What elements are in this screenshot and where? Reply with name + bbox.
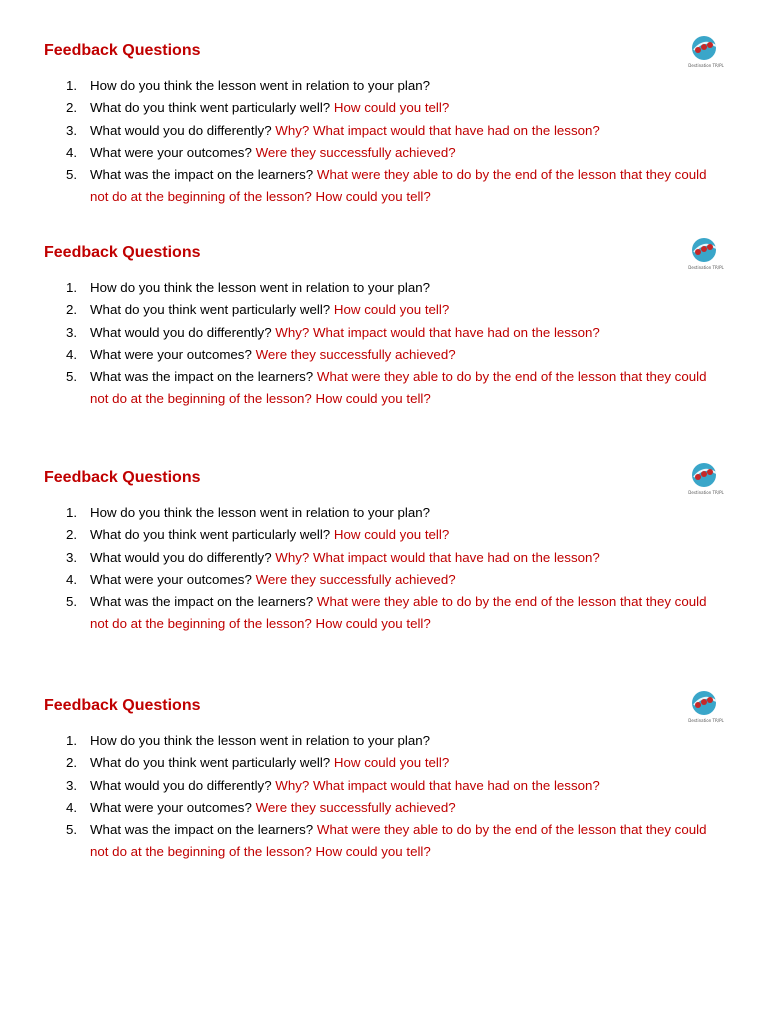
logo-caption: Destination TR/PL	[688, 63, 724, 68]
question-list	[44, 277, 724, 411]
list-item: 2. What do you think went particularly well? How could you tell?	[66, 527, 450, 543]
destination-logo-icon	[686, 687, 726, 727]
list-item: 5. What was the impact on the learners? What were they able to do by the end of the lesson that they could not do at the beginning of the lesson? How could you tell?	[66, 822, 707, 860]
list-item: 1. How do you think the lesson went in relation to your plan?	[66, 280, 431, 295]
list-item: 5. What was the impact on the learners? What were they able to do by the end of the lesson that they could not do at the beginning of the lesson? How could you tell?	[66, 167, 707, 205]
list-item: 3. What would you do differently? Why? What impact would that have had on the lesson?	[66, 324, 600, 340]
question-list	[44, 75, 724, 209]
feedback-section-2	[44, 242, 724, 407]
list-item: 1. How do you think the lesson went in relation to your plan?	[66, 78, 431, 93]
list-item: 2. What do you think went particularly well? How could you tell?	[66, 755, 450, 771]
logo-caption: Destination TR/PL	[688, 490, 724, 495]
question-list	[44, 730, 724, 864]
list-item: 4. What were your outcomes? Were they successfully achieved?	[66, 346, 456, 362]
list-item: 4. What were your outcomes? Were they successfully achieved?	[66, 144, 456, 160]
logo-caption: Destination TR/PL	[688, 718, 724, 723]
logo-caption: Destination TR/PL	[688, 265, 724, 270]
list-item: 3. What would you do differently? Why? What impact would that have had on the lesson?	[66, 122, 600, 138]
list-item: 1. How do you think the lesson went in relation to your plan?	[66, 733, 431, 748]
list-item: 2. What do you think went particularly well? How could you tell?	[66, 302, 450, 318]
feedback-section-3	[44, 467, 724, 632]
list-item: 4. What were your outcomes? Were they successfully achieved?	[66, 799, 456, 815]
question-list	[44, 502, 724, 636]
section-heading: Feedback Questions	[44, 697, 201, 714]
list-item: 3. What would you do differently? Why? What impact would that have had on the lesson?	[66, 549, 600, 565]
feedback-section-4	[44, 695, 724, 860]
section-heading: Feedback Questions	[44, 469, 201, 486]
section-heading: Feedback Questions	[44, 42, 201, 59]
list-item: 1. How do you think the lesson went in relation to your plan?	[66, 505, 431, 520]
feedback-section-1	[44, 40, 724, 205]
destination-logo-icon	[686, 32, 726, 72]
list-item: 5. What was the impact on the learners? What were they able to do by the end of the lesson that they could not do at the beginning of the lesson? How could you tell?	[66, 369, 707, 407]
destination-logo-icon	[686, 459, 726, 499]
list-item: 2. What do you think went particularly well? How could you tell?	[66, 100, 450, 116]
section-heading: Feedback Questions	[44, 244, 201, 261]
list-item: 3. What would you do differently? Why? What impact would that have had on the lesson?	[66, 777, 600, 793]
list-item: 4. What were your outcomes? Were they successfully achieved?	[66, 571, 456, 587]
destination-logo-icon	[686, 234, 726, 274]
list-item: 5. What was the impact on the learners? What were they able to do by the end of the lesson that they could not do at the beginning of the lesson? How could you tell?	[66, 594, 707, 632]
